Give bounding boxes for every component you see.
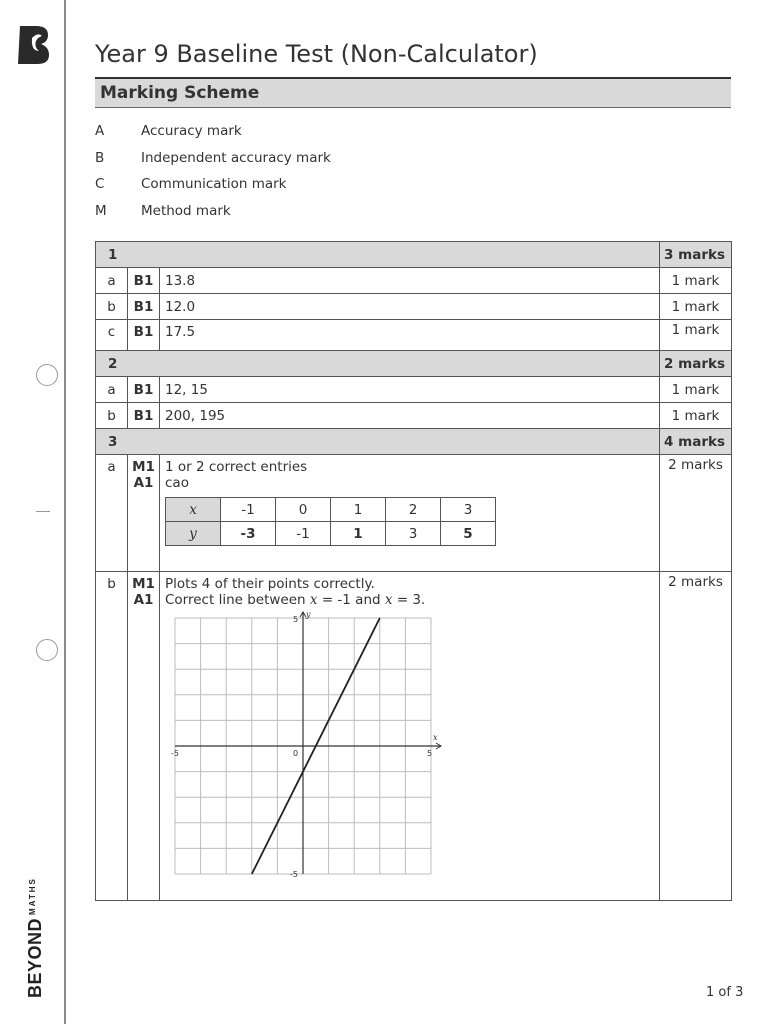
margin-line — [64, 0, 66, 1024]
part-label: a — [96, 268, 128, 294]
answer: cao — [165, 475, 189, 491]
part-marks: 1 mark — [660, 294, 732, 320]
answer: 12, 15 — [160, 377, 660, 403]
key-desc: Communication mark — [141, 176, 287, 192]
part-label: b — [96, 403, 128, 429]
punch-hole-top — [36, 364, 58, 386]
question-marks: 4 marks — [660, 429, 732, 455]
xy-value-table — [165, 497, 496, 546]
x-cell: 0 — [276, 498, 331, 522]
part-label: a — [96, 455, 128, 572]
question-number: 3 — [96, 429, 660, 455]
answer — [165, 592, 659, 608]
punch-hole-bottom — [36, 639, 58, 661]
y-row — [166, 522, 496, 546]
mark-type: M1 — [132, 459, 155, 475]
page-number: 1 of 3 — [706, 985, 744, 1000]
mark-type: A1 — [133, 592, 154, 608]
key-code: A — [95, 123, 105, 139]
answer-text: Correct line between — [165, 592, 306, 608]
key-desc: Accuracy mark — [141, 123, 242, 139]
part-marks: 1 mark — [660, 320, 732, 351]
graph-axes — [175, 612, 441, 874]
part-marks: 1 mark — [660, 268, 732, 294]
part-marks: 1 mark — [660, 403, 732, 429]
answer-text: = -1 and — [321, 592, 381, 608]
mark-type: B1 — [128, 403, 160, 429]
x-cell: 1 — [331, 498, 386, 522]
answer-text: = 3. — [396, 592, 426, 608]
y-cell: 1 — [331, 522, 386, 546]
x-cell: 2 — [386, 498, 441, 522]
tick-label-xmax: 5 — [427, 749, 433, 758]
answer: 200, 195 — [160, 403, 660, 429]
part-label: a — [96, 377, 128, 403]
y-axis-label: y — [306, 610, 311, 619]
key-code: C — [95, 176, 105, 192]
key-desc: Independent accuracy mark — [141, 149, 331, 166]
mark-type: B1 — [128, 268, 160, 294]
y-cell: -3 — [221, 522, 276, 546]
question-header-row — [96, 242, 732, 268]
x-cell: 3 — [441, 498, 496, 522]
answer: 13.8 — [160, 268, 660, 294]
mark-type-stack — [128, 455, 160, 572]
tick-label-ymax: 5 — [293, 615, 299, 624]
answer: 12.0 — [160, 294, 660, 320]
fold-mark — [36, 511, 50, 512]
table-row — [96, 320, 732, 351]
mark-type: A1 — [133, 475, 154, 491]
table-row — [96, 455, 732, 572]
answer-stack — [160, 572, 660, 901]
mark-type: B1 — [128, 320, 160, 351]
y-cell: -1 — [276, 522, 331, 546]
tick-label-xmin: -5 — [171, 749, 179, 758]
part-label: b — [96, 572, 128, 901]
section-title: Marking Scheme — [100, 83, 260, 103]
subtitle-bar — [95, 79, 731, 108]
var-x: x — [309, 592, 318, 608]
x-axis-label: x — [433, 733, 438, 742]
key-code: B — [95, 149, 105, 166]
mark-type-stack — [128, 572, 160, 901]
question-marks: 2 marks — [660, 351, 732, 377]
var-x: x — [384, 592, 393, 608]
key-desc: Method mark — [141, 202, 231, 219]
line-graph — [165, 610, 445, 879]
table-row — [96, 377, 732, 403]
y-cell: 3 — [386, 522, 441, 546]
part-marks: 1 mark — [660, 377, 732, 403]
question-number: 1 — [96, 242, 660, 268]
answer: 1 or 2 correct entries — [165, 459, 308, 475]
beyond-logo-icon — [16, 24, 50, 66]
x-header: x — [166, 498, 221, 522]
key-code: M — [95, 202, 107, 219]
question-number: 2 — [96, 351, 660, 377]
question-header-row — [96, 429, 732, 455]
y-cell: 5 — [441, 522, 496, 546]
answer: Plots 4 of their points correctly. — [165, 576, 375, 592]
table-row — [96, 403, 732, 429]
answer-stack — [160, 455, 660, 572]
brand-name: BEYOND — [25, 917, 45, 998]
part-label: c — [96, 320, 128, 351]
part-label: b — [96, 294, 128, 320]
brand-wordmark — [25, 877, 46, 998]
tick-label-ymin: -5 — [290, 870, 298, 879]
x-cell: -1 — [221, 498, 276, 522]
table-row — [96, 572, 732, 901]
question-marks: 3 marks — [660, 242, 732, 268]
part-marks: 2 marks — [660, 455, 732, 572]
brand-subname: MATHS — [28, 877, 37, 915]
answer: 17.5 — [160, 320, 660, 351]
mark-type: B1 — [128, 294, 160, 320]
part-marks: 2 marks — [660, 572, 732, 901]
tick-label-origin: 0 — [293, 749, 299, 758]
question-header-row — [96, 351, 732, 377]
x-row — [166, 498, 496, 522]
y-header: y — [166, 522, 221, 546]
page-title: Year 9 Baseline Test (Non-Calculator) — [95, 40, 538, 68]
mark-type: M1 — [132, 576, 155, 592]
table-row — [96, 268, 732, 294]
marking-table — [95, 241, 732, 901]
table-row — [96, 294, 732, 320]
mark-type: B1 — [128, 377, 160, 403]
